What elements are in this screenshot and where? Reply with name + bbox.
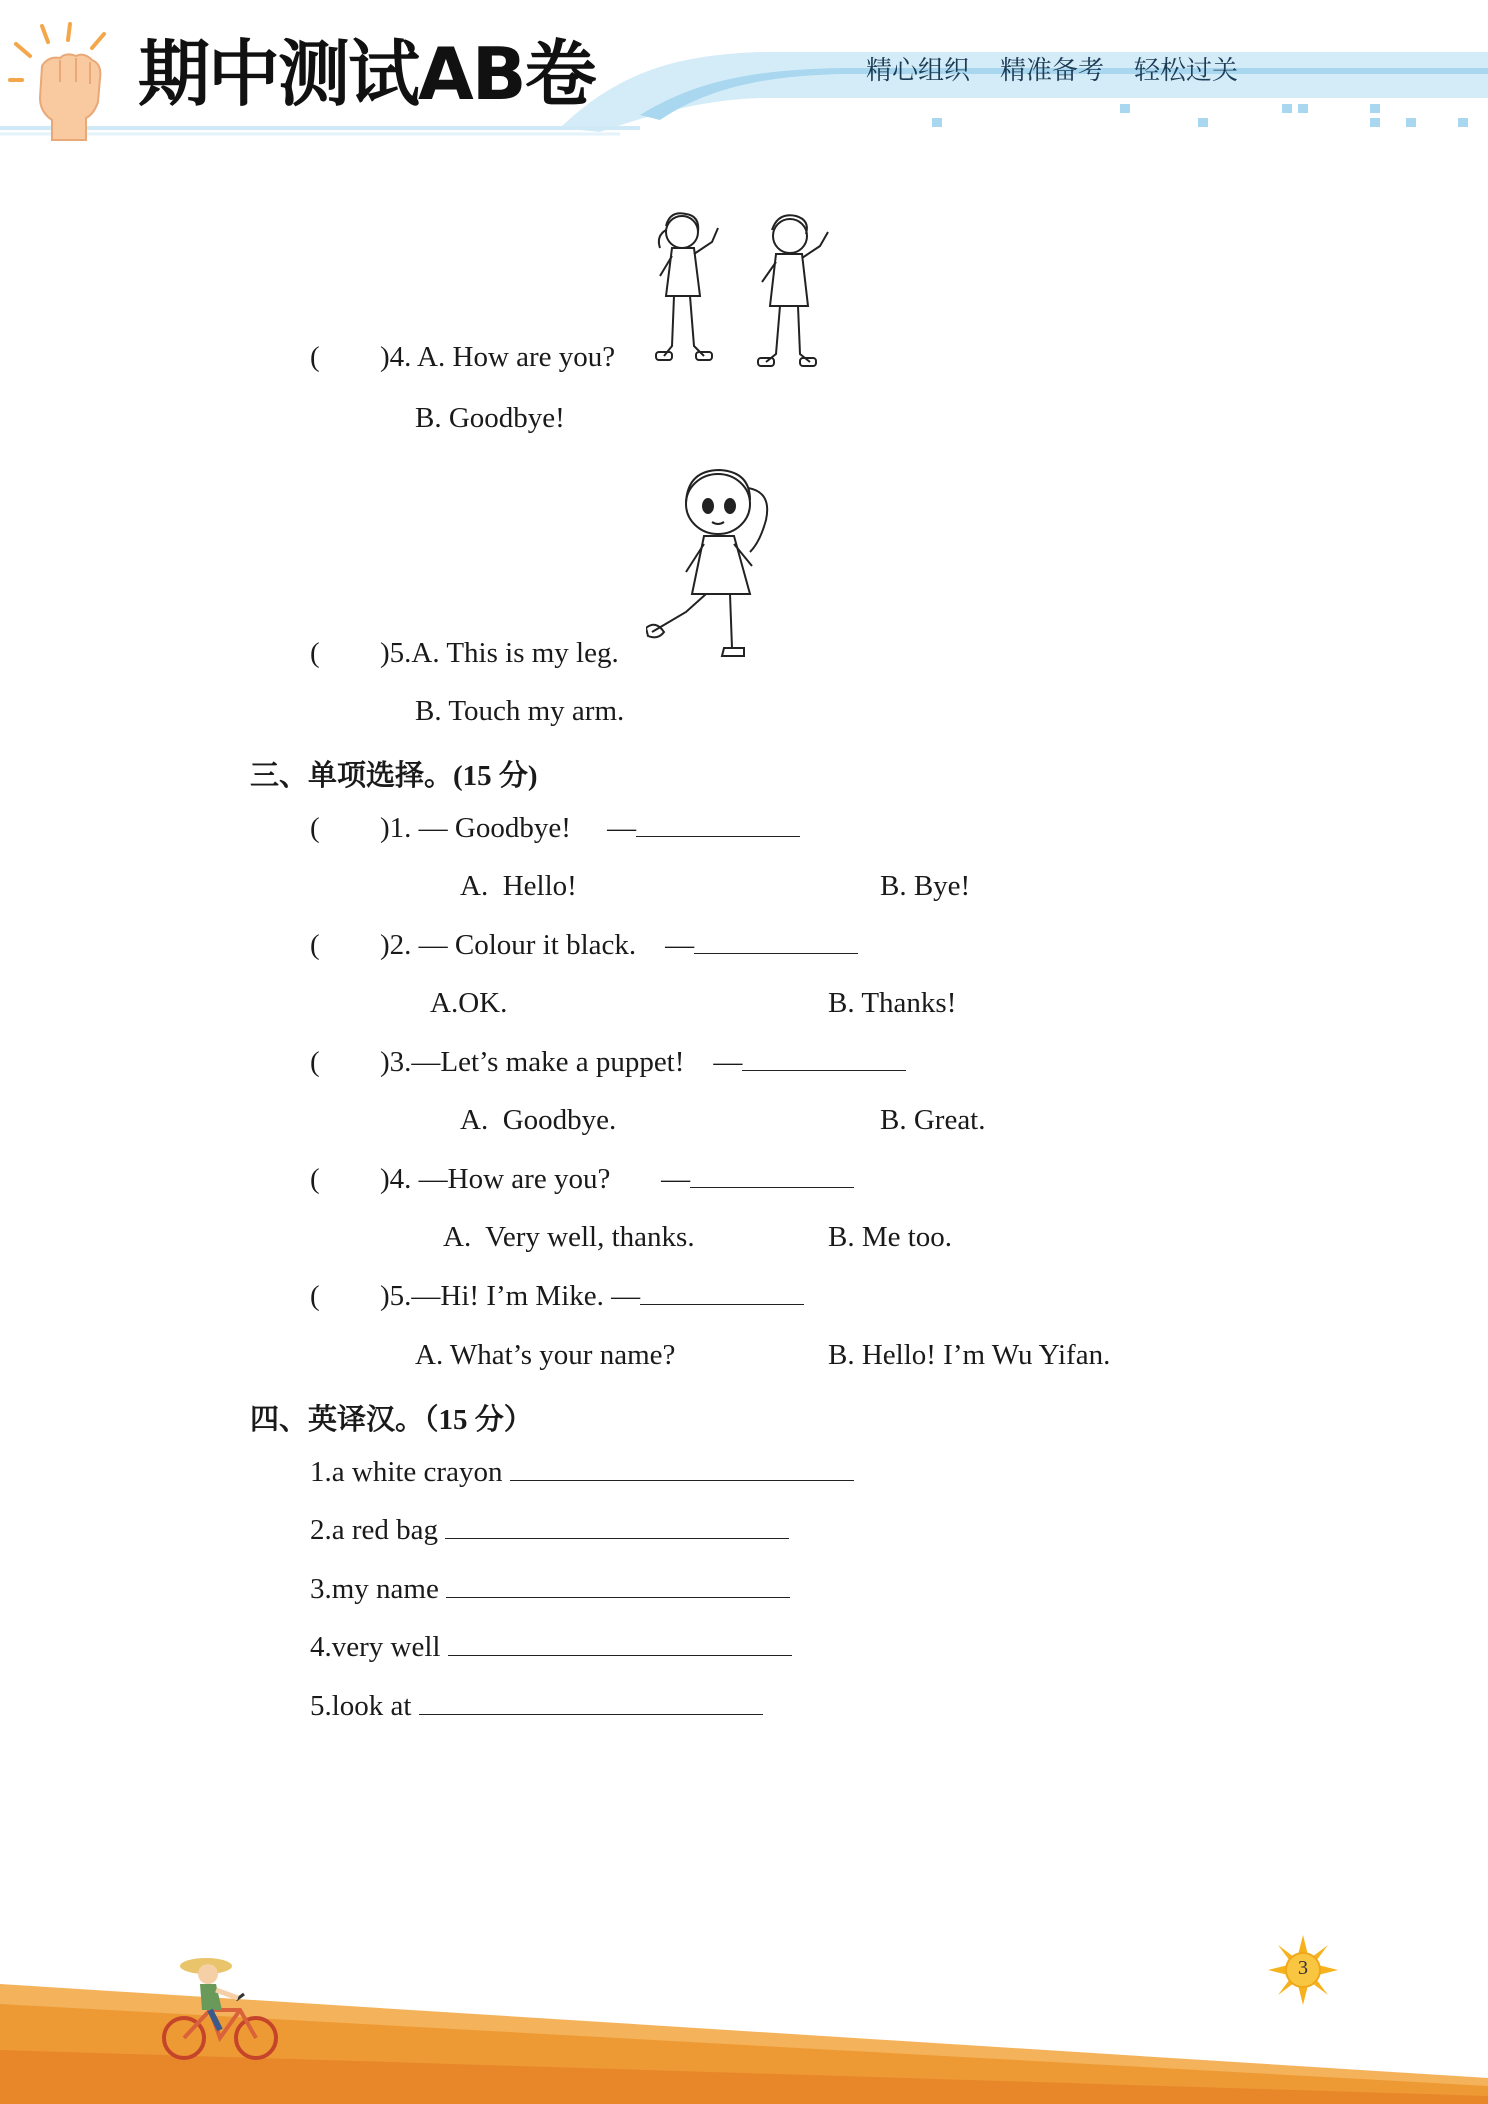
p2-q5-option-b: B. Touch my arm.: [415, 695, 625, 727]
children-waving-illustration: [650, 206, 845, 376]
s3-q5-stem: [380, 1280, 804, 1313]
s3-q1-option-a: A. Hello!: [460, 870, 577, 902]
answer-blank[interactable]: [636, 814, 800, 837]
answer-blank[interactable]: [510, 1458, 854, 1481]
p2-q4-bracket: (: [310, 341, 320, 373]
s3-q4-option-b: B. Me too.: [828, 1221, 953, 1253]
s3-q1-option-b: B. Bye!: [880, 870, 971, 902]
answer-blank[interactable]: [742, 1048, 906, 1071]
answer-blank[interactable]: [640, 1282, 804, 1305]
s4-item-3-text: 3.my name: [310, 1573, 439, 1605]
slogan-1: 精心组织: [866, 56, 971, 86]
p2-q4-stem: )4. A. How are you?: [380, 341, 616, 373]
fist-icon: [8, 22, 128, 152]
s3-q4-bracket: (: [310, 1163, 320, 1195]
s4-item-1-text: 1.a white crayon: [310, 1456, 503, 1488]
s4-item-4-text: 4.very well: [310, 1631, 441, 1663]
s3-q4-stem: [380, 1163, 854, 1196]
s4-item-2: [310, 1514, 789, 1547]
girl-showing-leg-illustration: [646, 462, 796, 667]
s3-q3-bracket: (: [310, 1046, 320, 1078]
s4-item-5: [310, 1690, 763, 1723]
header-slogans: [866, 50, 1238, 87]
header: [0, 0, 1488, 150]
s3-q1-bracket: (: [310, 812, 320, 844]
answer-blank[interactable]: [694, 931, 858, 954]
section3-title: 三、单项选择。(15 分): [250, 760, 538, 792]
s3-q2-option-b: B. Thanks!: [828, 987, 957, 1019]
s3-q5-option-a: A. What’s your name?: [415, 1339, 676, 1371]
s3-q3-option-a: A. Goodbye.: [460, 1104, 617, 1136]
slogan-2: 精准备考: [1000, 56, 1105, 86]
s3-q3-text: )3.—Let’s make a puppet! —: [380, 1046, 743, 1078]
s3-q2-bracket: (: [310, 929, 320, 961]
page-number: 3: [1298, 1957, 1308, 1979]
s3-q5-option-b: B. Hello! I’m Wu Yifan.: [828, 1339, 1111, 1371]
answer-blank[interactable]: [446, 1575, 790, 1598]
section4-title: 四、英译汉。（15 分）: [250, 1404, 533, 1436]
p2-q5-bracket: (: [310, 637, 320, 669]
s4-item-3: [310, 1573, 790, 1606]
s3-q3-stem: [380, 1046, 906, 1079]
header-title: 期中测试AB卷: [138, 32, 595, 116]
s3-q1-text: )1. — Goodbye! —: [380, 812, 637, 844]
slogan-3: 轻松过关: [1134, 56, 1239, 86]
s3-q2-option-a: A.OK.: [430, 987, 508, 1019]
s3-q5-text: )5.—Hi! I’m Mike. —: [380, 1280, 641, 1312]
s3-q4-text: )4. —How are you? —: [380, 1163, 691, 1195]
s4-item-4: [310, 1631, 792, 1664]
answer-blank[interactable]: [419, 1692, 763, 1715]
answer-blank[interactable]: [445, 1516, 789, 1539]
s4-item-1: [310, 1456, 854, 1489]
s3-q5-bracket: (: [310, 1280, 320, 1312]
answer-blank[interactable]: [690, 1165, 854, 1188]
s3-q4-option-a: A. Very well, thanks.: [443, 1221, 695, 1253]
s3-q3-option-b: B. Great.: [880, 1104, 986, 1136]
s3-q1-stem: [380, 812, 800, 845]
p2-q5-stem: )5.A. This is my leg.: [380, 637, 619, 669]
s4-item-5-text: 5.look at: [310, 1690, 412, 1722]
p2-q4-option-b: B. Goodbye!: [415, 402, 565, 434]
answer-blank[interactable]: [448, 1633, 792, 1656]
s3-q2-stem: [380, 929, 858, 962]
s3-q2-text: )2. — Colour it black. —: [380, 929, 695, 961]
s4-item-2-text: 2.a red bag: [310, 1514, 439, 1546]
cyclist-icon: [158, 1950, 283, 2065]
